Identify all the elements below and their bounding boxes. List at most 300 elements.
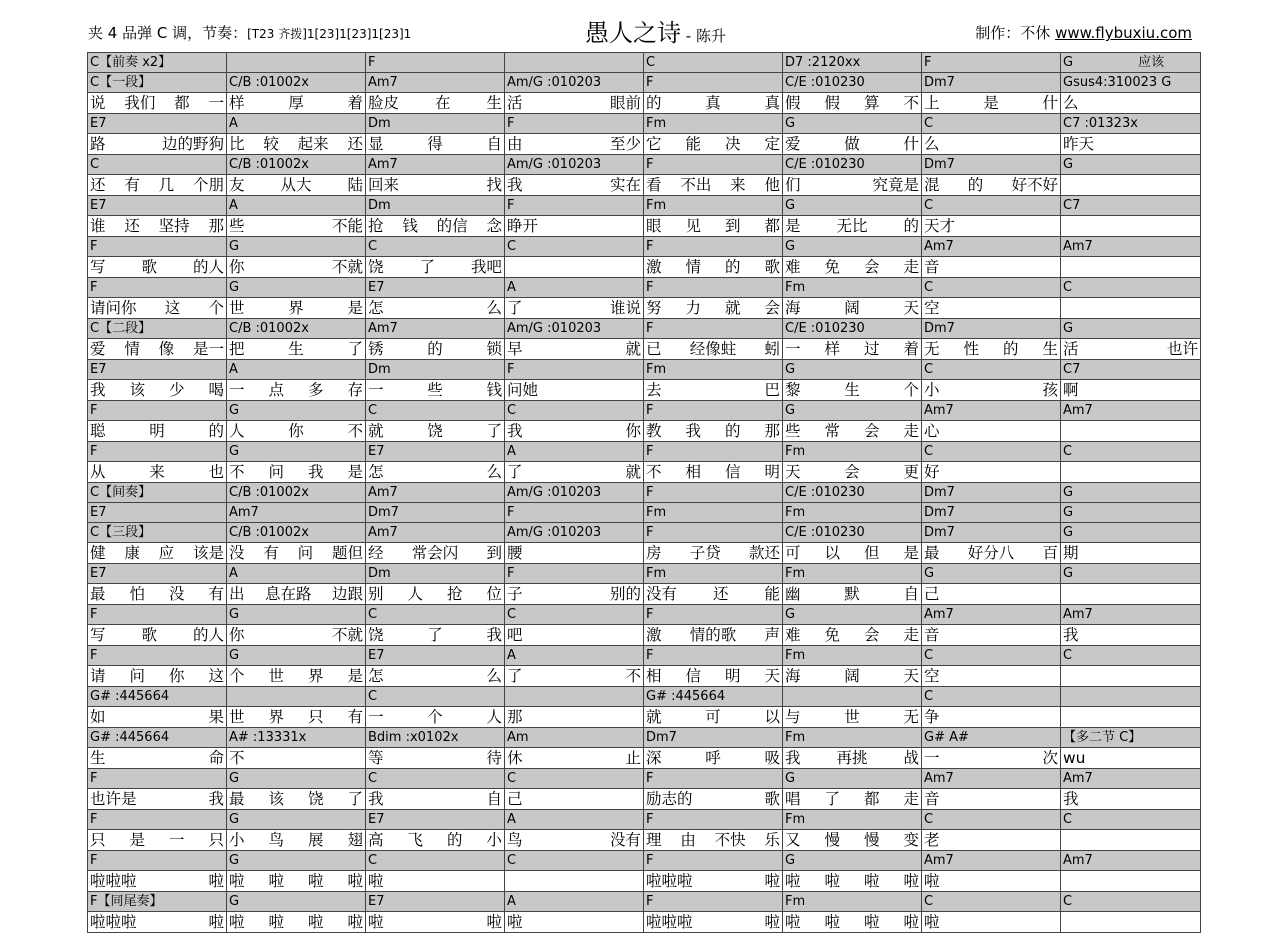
lyric-cell [783,93,922,114]
lyric-text: 混 的 好不好 [924,176,1058,194]
lyric-text: 怎 么 [368,667,502,685]
chord-cell: Bdim :x0102x [366,728,505,748]
lyric-cell [88,339,227,360]
lyric-row [88,462,1201,483]
lyric-cell [644,421,783,442]
chord-cell: A [505,442,644,462]
chord-row [88,564,1201,584]
chord-cell: C [922,892,1061,912]
lyric-cell [922,175,1061,196]
lyric-cell [227,543,366,564]
lyric-text: 已 经像蛀 蚓 [646,340,780,358]
lyric-text: 世 界 只 有 [229,708,363,726]
chord-cell: G [783,237,922,257]
lyric-text: 音 [924,258,940,276]
chord-cell: F [88,769,227,789]
lyric-text: 我 [1063,626,1079,644]
lyric-cell [922,707,1061,728]
lyric-cell [783,666,922,687]
lyric-text: 它 能 决 定 [646,135,780,153]
lyric-text: 写 歌 的人 [90,626,224,644]
lyric-text: 只 是 一 只 [90,831,224,849]
lyric-text: 出 息在路 边跟 [229,585,363,603]
song-title-block [585,13,726,48]
lyric-text: 锈 的 锁 [368,340,502,358]
lyric-cell [366,625,505,646]
chord-cell: A [505,646,644,666]
lyric-text: 路 边的野狗 [90,135,224,153]
chord-cell: C/B :01002x [227,73,366,93]
lyric-text: 爱 情 像 是一 [90,340,224,358]
chord-cell: G [1061,483,1201,503]
lyric-cell [366,421,505,442]
chord-cell: F [505,114,644,134]
lyric-cell [644,216,783,237]
chord-cell: G [227,605,366,625]
lyric-text: 从 来 也 [90,463,224,481]
lyric-text: 么 [1063,94,1079,112]
chord-cell: Dm7 [922,155,1061,175]
lyric-cell [1061,912,1201,933]
lyric-cell [227,380,366,401]
lyric-row [88,584,1201,605]
chord-cell: Fm [783,810,922,830]
lyric-text: 爱 做 什 [785,135,919,153]
lyric-text: 一 些 钱 [368,381,502,399]
chord-cell: C [922,114,1061,134]
lyric-cell [88,666,227,687]
chord-cell: Dm7 [922,523,1061,543]
lyric-cell [366,257,505,278]
lyric-cell [783,871,922,892]
lyric-cell [1061,93,1201,114]
lyric-cell [366,543,505,564]
lyric-cell [783,912,922,933]
lyric-cell [505,830,644,851]
chord-cell: Fm [644,503,783,523]
chord-cell: C [922,810,1061,830]
chord-cell: Dm7 [922,73,1061,93]
lyric-cell [783,789,922,810]
lyric-cell [922,543,1061,564]
lyric-cell [227,93,366,114]
chord-cell: F [644,483,783,503]
lyric-cell [227,871,366,892]
lyric-cell [644,830,783,851]
lyric-text: 励志的 歌 [646,790,780,808]
chord-cell: C [922,442,1061,462]
chord-cell: Am7 [922,851,1061,871]
chord-cell: G [783,360,922,380]
lyric-text: 腰 [507,544,523,562]
lyric-cell [366,339,505,360]
lyric-cell [505,912,644,933]
chord-cell: C [922,278,1061,298]
lyric-cell [644,543,783,564]
chord-cell: Dm7 [366,503,505,523]
lyric-cell [922,257,1061,278]
chord-cell: F [644,892,783,912]
lyric-text: 难 免 会 走 [785,626,919,644]
lyric-text: 我 自 [368,790,502,808]
lyric-text: 不 [229,749,245,767]
site-url[interactable]: www.flybuxiu.com [1055,24,1192,42]
chord-cell: C [1061,892,1201,912]
lyric-cell [505,257,644,278]
chord-cell: C/B :01002x [227,155,366,175]
lyric-text: wu [1063,749,1086,767]
chord-cell: Am/G :010203 [505,523,644,543]
chord-cell: C【一段】 [88,73,227,93]
lyric-text: 们 究竟是 [785,176,919,194]
chord-cell: F [366,53,505,73]
lyric-text: 饶 了 我 [368,626,502,644]
chord-cell: Fm [783,442,922,462]
chord-cell: Am7 [227,503,366,523]
lyric-row [88,298,1201,319]
lyric-cell [366,871,505,892]
lyric-text: 昨天 [1063,135,1095,153]
lyric-cell [505,543,644,564]
lyric-cell [366,298,505,319]
lyric-text: 最 怕 没 有 [90,585,224,603]
lyric-cell [1061,789,1201,810]
lyric-row [88,625,1201,646]
lyric-text: 啦 [924,913,940,931]
chord-cell: C [366,605,505,625]
lyric-cell [644,748,783,769]
lyric-cell [922,134,1061,155]
chord-cell: A [505,810,644,830]
chord-cell: F [644,605,783,625]
lyric-row [88,175,1201,196]
lyric-cell [644,584,783,605]
lyric-text: 黎 生 个 [785,381,919,399]
lyric-cell [505,175,644,196]
lyric-cell [783,625,922,646]
lyric-text: 的 真 真 [646,94,780,112]
chord-cell: E7 [88,196,227,216]
lyric-cell [88,134,227,155]
lyric-text: 教 我 的 那 [646,422,780,440]
lyric-text: 空 [924,667,940,685]
chord-cell: G [227,892,366,912]
lyric-cell [922,216,1061,237]
lyric-text: 老 [924,831,940,849]
chord-cell: Fm [783,278,922,298]
chord-cell: F [644,769,783,789]
lyric-text: 看 不出 来 他 [646,176,780,194]
lyric-cell [922,298,1061,319]
chord-cell: C [1061,442,1201,462]
chord-cell: F [644,851,783,871]
lyric-cell [366,912,505,933]
chord-cell: G [783,401,922,421]
lyric-cell [88,93,227,114]
chord-cell: F [505,360,644,380]
lyric-text: 啦 啦 啦 啦 [785,913,919,931]
lyric-cell [88,707,227,728]
lyric-text: 房 子贷 款还 [646,544,780,562]
chord-cell: G [922,564,1061,584]
lyric-text: 眼 见 到 都 [646,217,780,235]
lyric-cell [88,625,227,646]
chord-cell: C [505,401,644,421]
lyric-row [88,134,1201,155]
lyric-cell [783,134,922,155]
lyric-text: 我 再挑 战 [785,749,919,767]
chord-cell: Am7 [922,401,1061,421]
lyric-cell [88,462,227,483]
lyric-cell [366,462,505,483]
lyric-text: 活 也许 [1063,340,1198,358]
chord-cell: C【前奏 x2】 [88,53,227,73]
chord-cell: G [783,114,922,134]
chord-cell: Dm7 [644,728,783,748]
chord-cell: E7 [88,114,227,134]
chord-cell: F [644,401,783,421]
chord-cell: Am7 [922,237,1061,257]
chord-row [88,851,1201,871]
chord-cell: Am/G :010203 [505,155,644,175]
lyric-cell [88,298,227,319]
chord-cell: F [644,278,783,298]
chord-cell: F [88,810,227,830]
lyric-text: 幽 默 自 [785,585,919,603]
lyric-cell [366,216,505,237]
lyric-text: 聪 明 的 [90,422,224,440]
chord-row [88,728,1201,748]
chord-cell: F [88,278,227,298]
chord-cell: F [644,155,783,175]
chord-cell [505,687,644,707]
lyric-cell [644,93,783,114]
lyric-text: 啦啦啦 啦 [90,872,224,890]
lyric-cell [783,298,922,319]
lyric-text: 睁开 [507,217,539,235]
lyric-cell [922,830,1061,851]
lyric-text: 啦啦啦 啦 [90,913,224,931]
chord-cell: F [922,53,1061,73]
chord-cell: F [88,851,227,871]
lyric-cell [505,93,644,114]
lyric-text: 又 慢 慢 变 [785,831,919,849]
lyric-text: 请问你 这 个 [90,299,224,317]
chord-cell: A# :13331x [227,728,366,748]
chord-cell: F [88,442,227,462]
lyric-text: 早 就 [507,340,641,358]
lyric-cell [1061,830,1201,851]
chord-row [88,155,1201,175]
chord-cell: E7 [366,892,505,912]
chord-cell: F [644,73,783,93]
lyric-cell [1061,257,1201,278]
chord-cell: C/E :010230 [783,319,922,339]
chord-row [88,73,1201,93]
chord-cell: G 应该 [1061,53,1201,73]
lyric-cell [783,421,922,442]
lyric-cell [88,257,227,278]
chord-cell: C [644,53,783,73]
lyric-cell [783,380,922,401]
chord-cell: F [505,564,644,584]
lyric-text: 啦啦啦 啦 [646,872,780,890]
chord-cell: Am7 [366,483,505,503]
lyric-text: 那 [507,708,523,726]
lyric-text: 健 康 应 该是 [90,544,224,562]
lyric-cell [505,380,644,401]
lyric-cell [922,339,1061,360]
chord-row [88,401,1201,421]
lyric-cell [227,584,366,605]
chord-cell: C [505,237,644,257]
chord-cell: C/E :010230 [783,155,922,175]
chord-cell: Am7 [922,605,1061,625]
chord-cell: G# :445664 [88,687,227,707]
chord-cell: F [88,237,227,257]
chord-cell: F [88,401,227,421]
lyric-cell [227,748,366,769]
lyric-cell [88,789,227,810]
chord-cell: C [88,155,227,175]
chord-cell: Am7 [1061,851,1201,871]
lyric-text: 了 谁说 [507,299,641,317]
chord-cell [227,53,366,73]
chord-cell: C【间奏】 [88,483,227,503]
chord-cell: C【三段】 [88,523,227,543]
lyric-cell [88,543,227,564]
lyric-cell [227,830,366,851]
chord-row [88,53,1201,73]
lyric-text: 还 有 几 个朋 [90,176,224,194]
lyric-row [88,421,1201,442]
lyric-text: 理 由 不快 乐 [646,831,780,849]
lyric-cell [366,134,505,155]
chord-cell: Gsus4:310023 G [1061,73,1201,93]
chord-row [88,196,1201,216]
lyric-cell [644,666,783,687]
lyric-text: 人 你 不 [229,422,363,440]
lyric-text: 一 点 多 存 [229,381,363,399]
chord-cell: Dm [366,196,505,216]
lyric-text: 活 眼前 [507,94,641,112]
lyric-text: 唱 了 都 走 [785,790,919,808]
lyric-text: 就 饶 了 [368,422,502,440]
chord-cell: C [366,237,505,257]
chord-cell: Am7 [366,155,505,175]
lyric-cell [644,462,783,483]
chord-cell: C [922,687,1061,707]
lyric-text: 显 得 自 [368,135,502,153]
chord-cell: Am7 [1061,401,1201,421]
lyric-text: 你 不就 [229,626,363,644]
lyric-text: 努 力 就 会 [646,299,780,317]
lyric-cell [783,748,922,769]
lyric-text: 我 [1063,790,1079,808]
lyric-cell [922,666,1061,687]
lyric-cell [783,339,922,360]
lyric-cell [505,625,644,646]
lyric-text: 音 [924,626,940,644]
lyric-row [88,257,1201,278]
chord-cell: C [366,769,505,789]
lyric-cell [1061,871,1201,892]
chord-cell: C [505,769,644,789]
lyric-cell [505,871,644,892]
lyric-row [88,380,1201,401]
lyric-text: 激 情的歌 声 [646,626,780,644]
chord-row [88,646,1201,666]
chord-cell: Am7 [366,319,505,339]
lyric-text: 把 生 了 [229,340,363,358]
lyric-cell [366,666,505,687]
chord-cell: A [227,114,366,134]
chord-cell: F [88,605,227,625]
chord-cell: Dm7 [922,319,1061,339]
lyric-text: 啦 啦 啦 啦 [229,872,363,890]
chord-cell: C [922,196,1061,216]
chord-cell: Fm [644,196,783,216]
chord-row [88,319,1201,339]
lyric-text: 啦 啦 啦 啦 [229,913,363,931]
chord-cell: Dm [366,114,505,134]
lyric-cell [505,584,644,605]
lyric-text: 等 待 [368,749,502,767]
lyric-text: 友 从大 陆 [229,176,363,194]
lyric-cell [644,134,783,155]
lyric-cell [505,216,644,237]
chord-cell: Fm [783,503,922,523]
lyric-text: 抢 钱 的信 念 [368,217,502,235]
lyric-text: 子 别的 [507,585,641,603]
lyric-text: 生 命 [90,749,224,767]
lyric-text: 就 可 以 [646,708,780,726]
chord-cell: Am [505,728,644,748]
lyric-cell [366,175,505,196]
lyric-text: 鸟 没有 [507,831,641,849]
chord-cell: D7 :2120xx [783,53,922,73]
lyric-text: 写 歌 的人 [90,258,224,276]
chord-row [88,605,1201,625]
chord-cell: Fm [644,564,783,584]
lyric-text: 己 [924,585,940,603]
lyric-text: 激 情 的 歌 [646,258,780,276]
chord-cell: Dm7 [922,503,1061,523]
lyric-cell [505,339,644,360]
lyric-text: 期 [1063,544,1079,562]
lyric-cell [366,93,505,114]
chord-cell: C/B :01002x [227,523,366,543]
chord-row [88,687,1201,707]
lyric-text: 是 无比 的 [785,217,919,235]
lyric-text: 去 巴 [646,381,780,399]
lyric-row [88,543,1201,564]
chord-cell: A [227,196,366,216]
lyric-cell [505,421,644,442]
chord-cell: G [227,442,366,462]
lyric-text: 啦 [507,913,523,931]
chord-sheet [87,52,1201,933]
lyric-text: 音 [924,790,940,808]
chord-cell: E7 [366,278,505,298]
chord-cell: Fm [644,360,783,380]
chord-cell: Am7 [366,523,505,543]
chord-cell: C7 [1061,196,1201,216]
lyric-row [88,830,1201,851]
lyric-text: 最 好分八 百 [924,544,1058,562]
chord-cell: C/E :010230 [783,483,922,503]
chord-cell: C【二段】 [88,319,227,339]
